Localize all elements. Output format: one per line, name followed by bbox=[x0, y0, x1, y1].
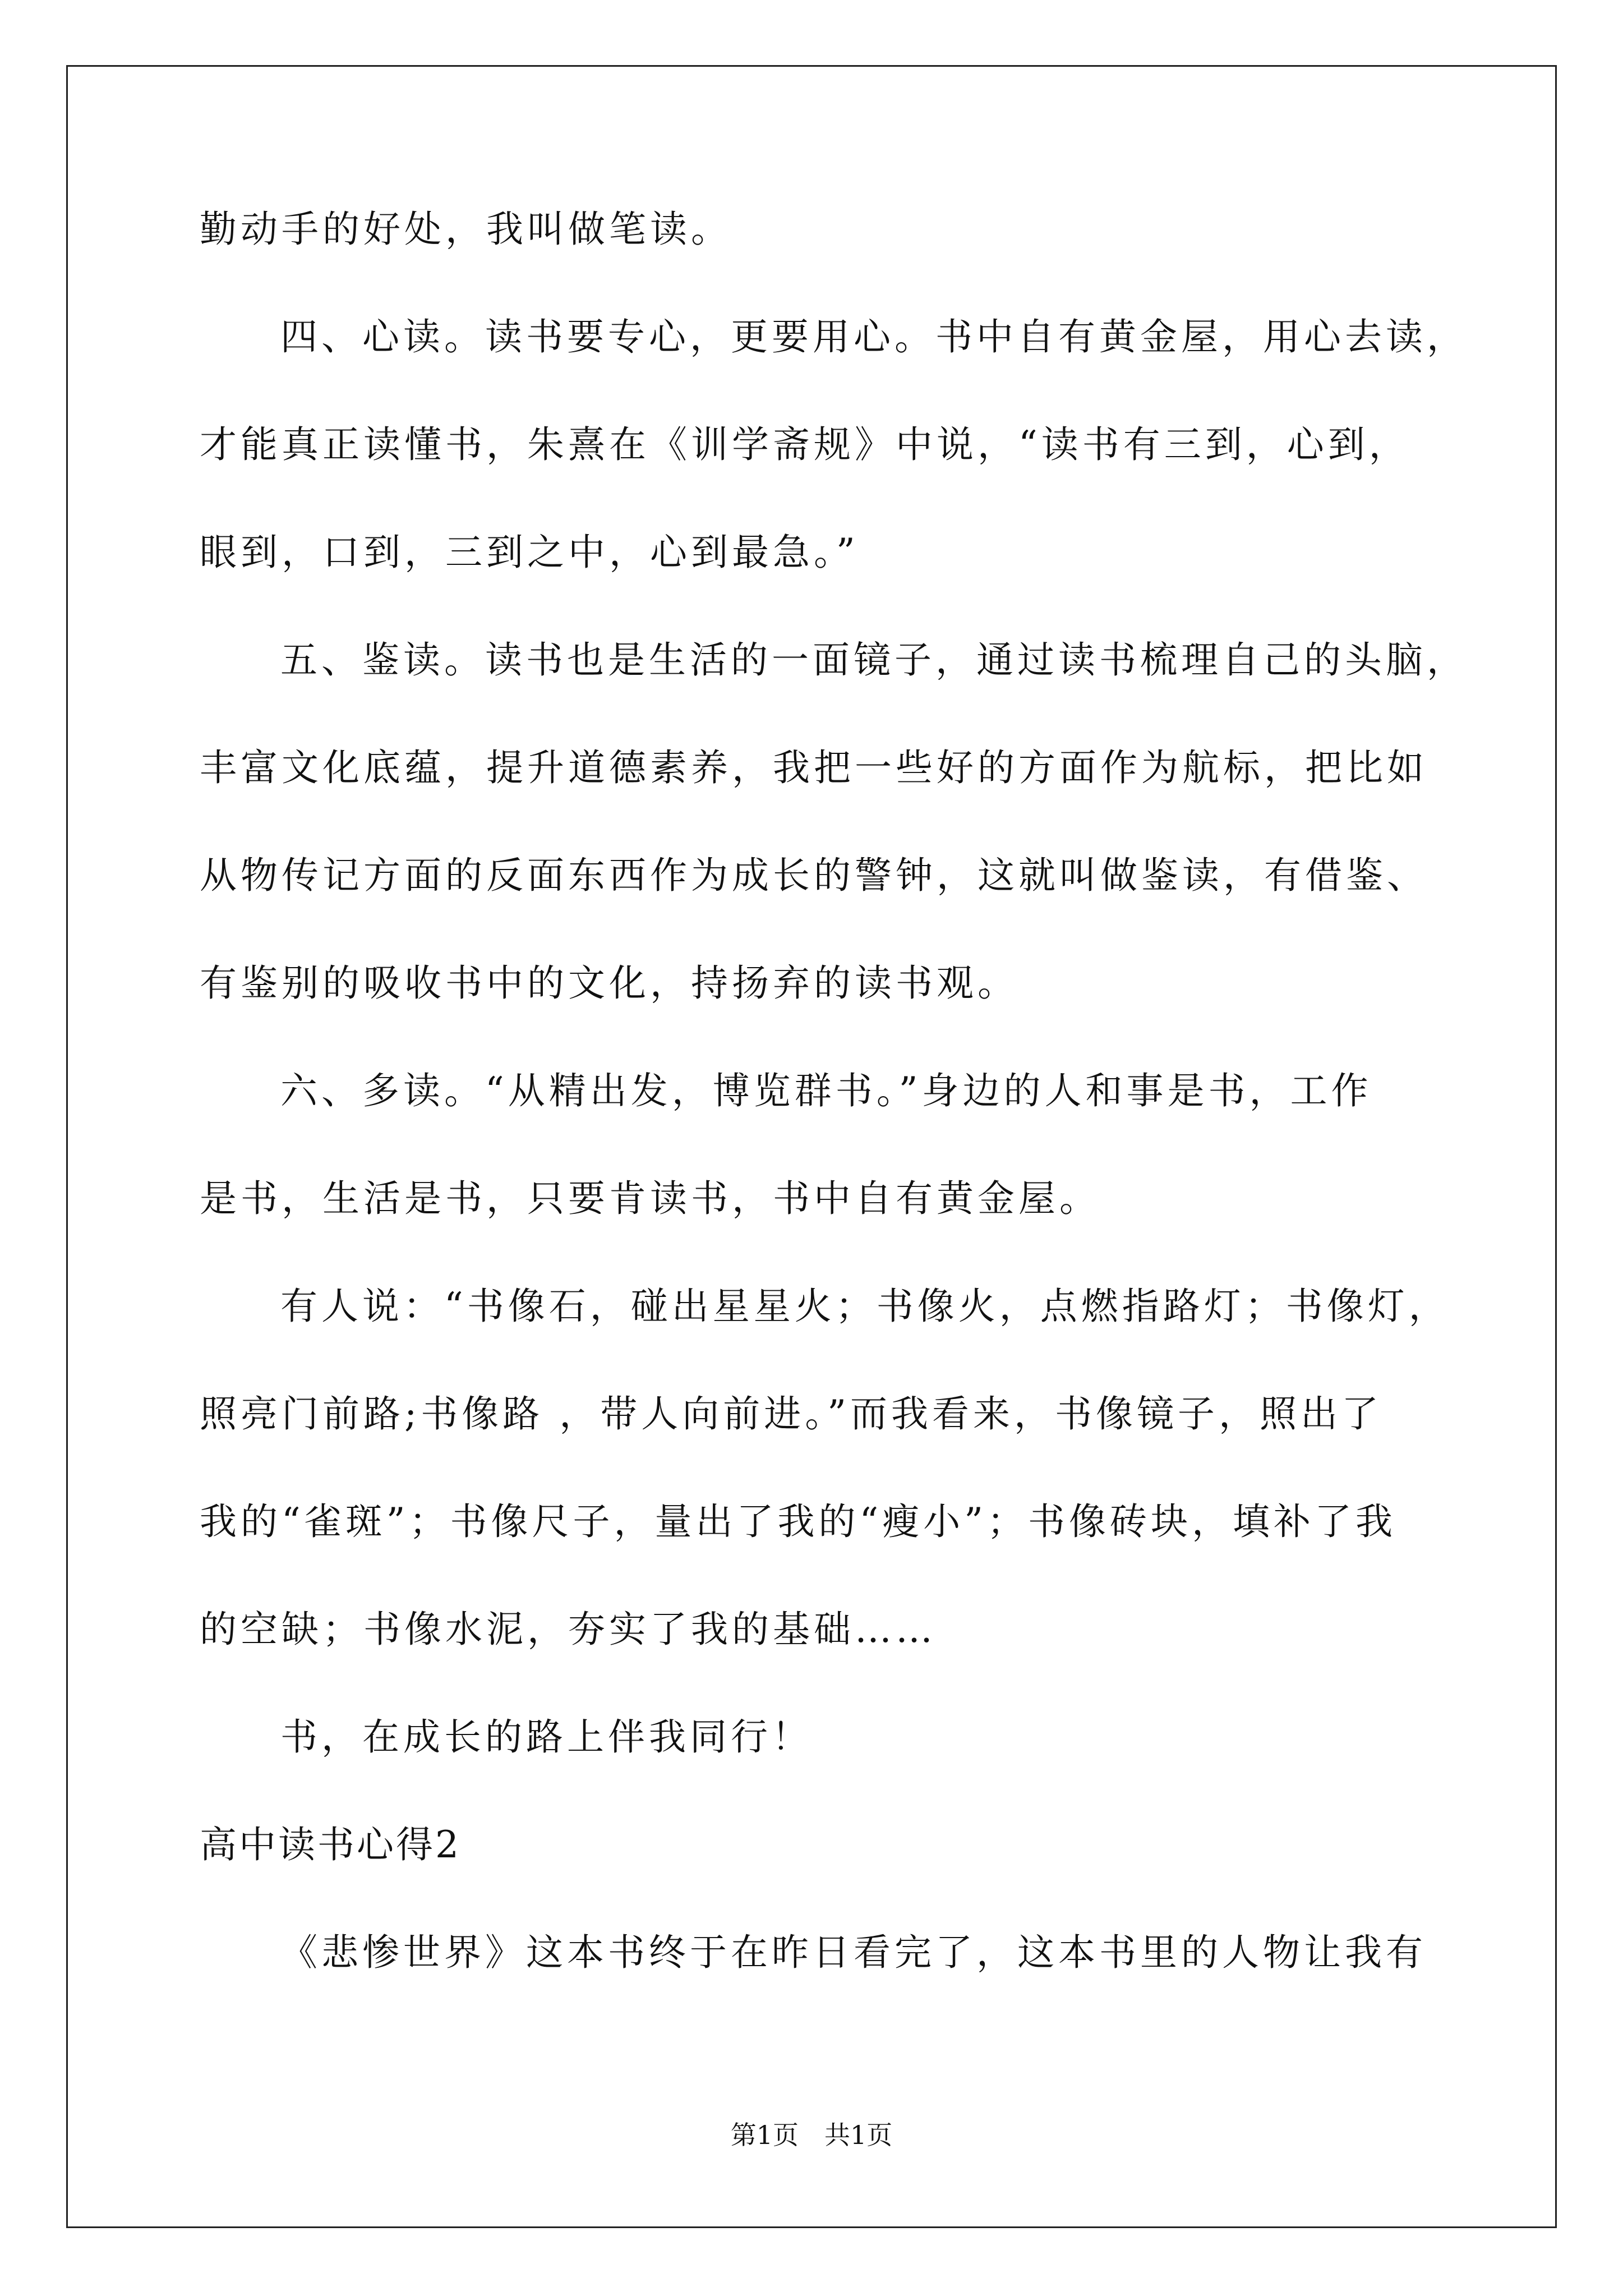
text-line: 是书，生活是书，只要肯读书，书中自有黄金屋。 bbox=[200, 1177, 1100, 1220]
text-line: 我的“雀斑”；书像尺子，量出了我的“瘦小”；书像砖块，填补了我 bbox=[200, 1500, 1396, 1543]
page-footer: 第1页 共1页 bbox=[730, 2120, 893, 2150]
text-line: 书，在成长的路上伴我同行！ bbox=[280, 1715, 813, 1759]
text-line: 照亮门前路;书像路 ，带人向前进。”而我看来，书像镜子，照出了 bbox=[200, 1392, 1382, 1435]
text-line: 有人说：“书像石，碰出星星火；书像火，点燃指路灯；书像灯， bbox=[280, 1285, 1450, 1328]
text-line: 有鉴别的吸收书中的文化，持扬弃的读书观。 bbox=[200, 961, 1018, 1005]
text-line: 才能真正读懂书，朱熹在《训学斋规》中说，“读书有三到，心到， bbox=[200, 423, 1410, 466]
text-line: 的空缺；书像水泥，夯实了我的基础…… bbox=[200, 1608, 937, 1651]
text-line: 《悲惨世界》这本书终于在昨日看完了，这本书里的人物让我有 bbox=[280, 1931, 1427, 1974]
text-line: 眼到，口到，三到之中，心到最急。” bbox=[200, 531, 859, 574]
text-line: 五、鉴读。读书也是生活的一面镜子，通过读书梳理自己的头脑， bbox=[280, 638, 1468, 682]
page-border bbox=[66, 65, 1557, 2228]
text-line: 六、多读。“从精出发，博览群书。”身边的人和事是书，工作 bbox=[280, 1069, 1372, 1112]
text-line: 丰富文化底蕴，提升道德素养，我把一些好的方面作为航标，把比如 bbox=[200, 746, 1428, 789]
text-line: 从物传记方面的反面东西作为成长的警钟，这就叫做鉴读，有借鉴、 bbox=[200, 854, 1428, 897]
text-line: 四、心读。读书要专心，更要用心。书中自有黄金屋，用心去读， bbox=[280, 315, 1468, 358]
section-heading: 高中读书心得2 bbox=[200, 1823, 461, 1866]
text-line: 勤动手的好处，我叫做笔读。 bbox=[200, 208, 732, 251]
